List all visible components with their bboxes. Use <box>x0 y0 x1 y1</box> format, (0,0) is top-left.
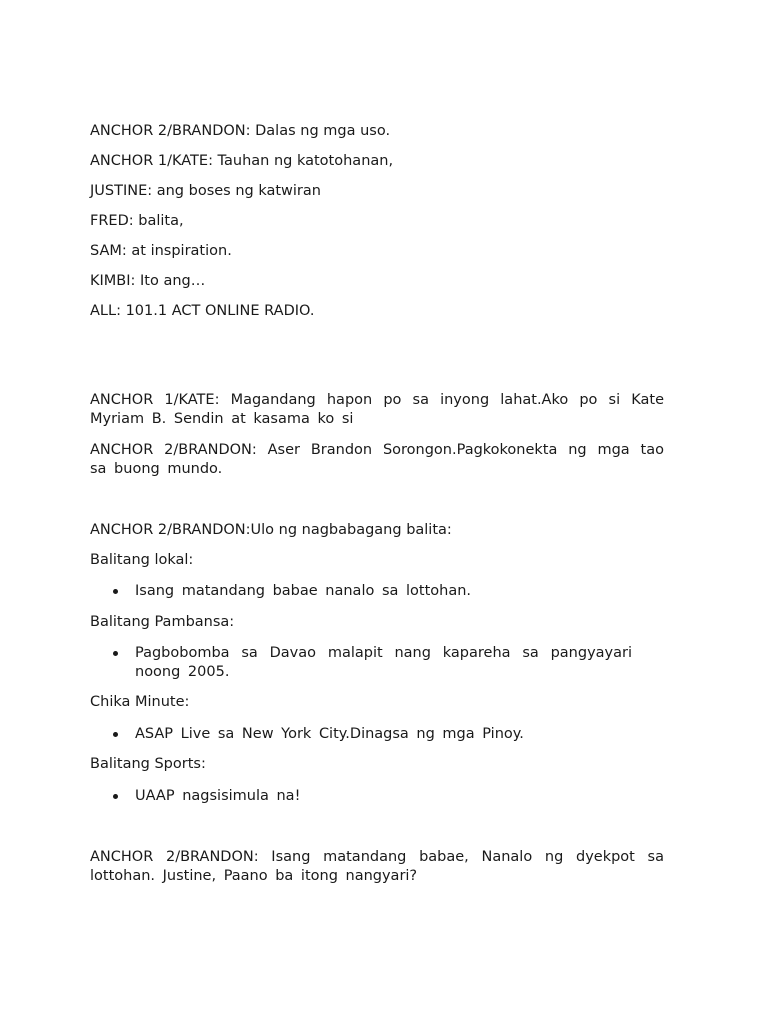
script-line-brandon-intro: ANCHOR 2/BRANDON: Dalas ng mga uso. <box>90 123 391 139</box>
bullet-icon <box>113 794 118 799</box>
bullet-icon <box>113 589 118 594</box>
section-heading-local: Balitang lokal: <box>90 552 194 568</box>
document-page <box>90 0 670 1024</box>
script-line-justine-intro: JUSTINE: ang boses ng katwiran <box>90 183 321 199</box>
section-heading-chika: Chika Minute: <box>90 694 190 710</box>
paragraph-brandon-closing: ANCHOR 2/BRANDON: Isang matandang babae, Nanalo ng dyekpot sa lottohan. Justine, Paano ba itong nangyari? <box>90 849 664 884</box>
list-item-sports: UAAP nagsisimula na! <box>113 787 664 806</box>
list-item-chika: ASAP Live sa New York City.Dinagsa ng mga Pinoy. <box>113 725 664 744</box>
section-heading-national: Balitang Pambansa: <box>90 614 235 630</box>
paragraph-kate-greeting: ANCHOR 1/KATE: Magandang hapon po sa inyong lahat.Ako po si Kate Myriam B. Sendin at kasama ko si <box>90 392 664 427</box>
list-item-national: Pagbobomba sa Davao malapit nang kapareha sa pangyayari noong 2005. <box>113 644 664 682</box>
list-item-local: Isang matandang babae nanalo sa lottohan. <box>113 582 664 601</box>
script-line-kate-intro: ANCHOR 1/KATE: Tauhan ng katotohanan, <box>90 153 394 169</box>
script-line-kimbi-intro: KIMBI: Ito ang… <box>90 273 206 289</box>
section-heading-sports: Balitang Sports: <box>90 756 206 772</box>
script-line-fred-intro: FRED: balita, <box>90 213 184 229</box>
paragraph-brandon-greeting: ANCHOR 2/BRANDON: Aser Brandon Sorongon.Pagkokonekta ng mga tao sa buong mundo. <box>90 442 664 477</box>
script-line-all-intro: ALL: 101.1 ACT ONLINE RADIO. <box>90 303 315 319</box>
script-line-sam-intro: SAM: at inspiration. <box>90 243 232 259</box>
bullet-icon <box>113 651 118 656</box>
bullet-icon <box>113 732 118 737</box>
headlines-intro: ANCHOR 2/BRANDON:Ulo ng nagbabagang balita: <box>90 522 452 538</box>
